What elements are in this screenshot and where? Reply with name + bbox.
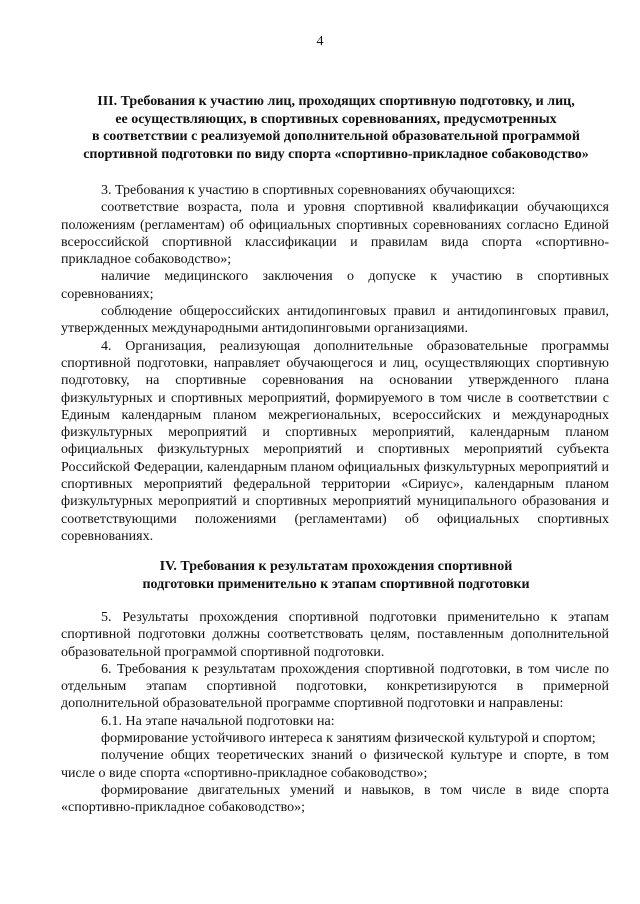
section-3-heading-line: III. Требования к участию лиц, проходящих спортивную подготовку, и лиц, xyxy=(97,94,575,109)
paragraph: формирование устойчивого интереса к занятиям физической культурой и спортом; xyxy=(101,731,596,747)
paragraph: соответствие возраста, пола и уровня спортивной квалификации обучающихся положениям (регламентам) об официальных спортивных соревнованиях согласно Единой всероссийской спортивной классификации и правилам вида спорта «спортивно-прикладное собаководство»; xyxy=(61,200,609,268)
paragraph: 3. Требования к участию в спортивных соревнованиях обучающихся: xyxy=(101,183,516,198)
section-4-heading-line: IV. Требования к результатам прохождения спортивной xyxy=(159,559,513,574)
paragraph: соблюдение общероссийских антидопинговых правил и антидопинговых правил, утвержденных международными антидопинговыми организациями. xyxy=(61,304,609,337)
paragraph: 5. Результаты прохождения спортивной подготовки применительно к этапам спортивной подготовки должны соответствовать целям, поставленным дополнительной образовательной программой спортивной подготовки. xyxy=(61,610,609,660)
section-3-heading xyxy=(60,93,612,163)
section-3-heading-line: в соответствии с реализуемой дополнительной образовательной программой xyxy=(92,129,580,144)
paragraph: 6. Требования к результатам прохождения спортивной подготовки, в том числе по отдельным этапам спортивной подготовки, конкретизируются в примерной дополнительной образовательной программе спортивной подготовки и направлены: xyxy=(61,661,609,712)
section-3-body xyxy=(61,182,609,545)
paragraph: 6.1. На этапе начальной подготовки на: xyxy=(101,713,335,729)
section-4-body xyxy=(61,609,609,817)
paragraph: наличие медицинского заключения о допуске к участию в спортивных соревнованиях; xyxy=(61,269,609,302)
section-3-heading-line: ее осуществляющих, в спортивных соревнованиях, предусмотренных xyxy=(115,111,557,127)
section-4-heading-line: подготовки применительно к этапам спортивной подготовки xyxy=(142,576,530,592)
paragraph: формирование двигательных умений и навыков, в том числе в виде спорта «спортивно-прикладное собаководство»; xyxy=(61,782,609,816)
paragraph: 4. Организация, реализующая дополнительные образовательные программы спортивной подготовки, направляет обучающегося и лиц, осуществляющих спортивную подготовку, на спортивные соревнования на основании утвержденного плана физкультурных и спортивных мероприятий, формируемого в том числе в соответствии с Единым календарным планом межрегиональных, всероссийских и международных физкультурных мероприятий и спортивных мероприятий, календарным планом официальных физкультурных мероприятий и спортивных мероприятий субъекта Российской Федерации, календарным планом официальных физкультурных мероприятий и спортивных мероприятий федеральной территории «Сириус», календарным планом физкультурных мероприятий и спортивных мероприятий муниципального образования и соответствующими положениями (регламентами) об официальных спортивных соревнованиях. xyxy=(61,338,609,544)
section-4-heading xyxy=(60,558,612,593)
section-3-heading-line: спортивной подготовки по виду спорта «спортивно-прикладное собаководство» xyxy=(83,146,589,162)
page-number: 4 xyxy=(316,34,324,49)
paragraph: получение общих теоретических знаний о физической культуре и спорте, в том числе о виде спорта «спортивно-прикладное собаководство»; xyxy=(61,748,609,781)
